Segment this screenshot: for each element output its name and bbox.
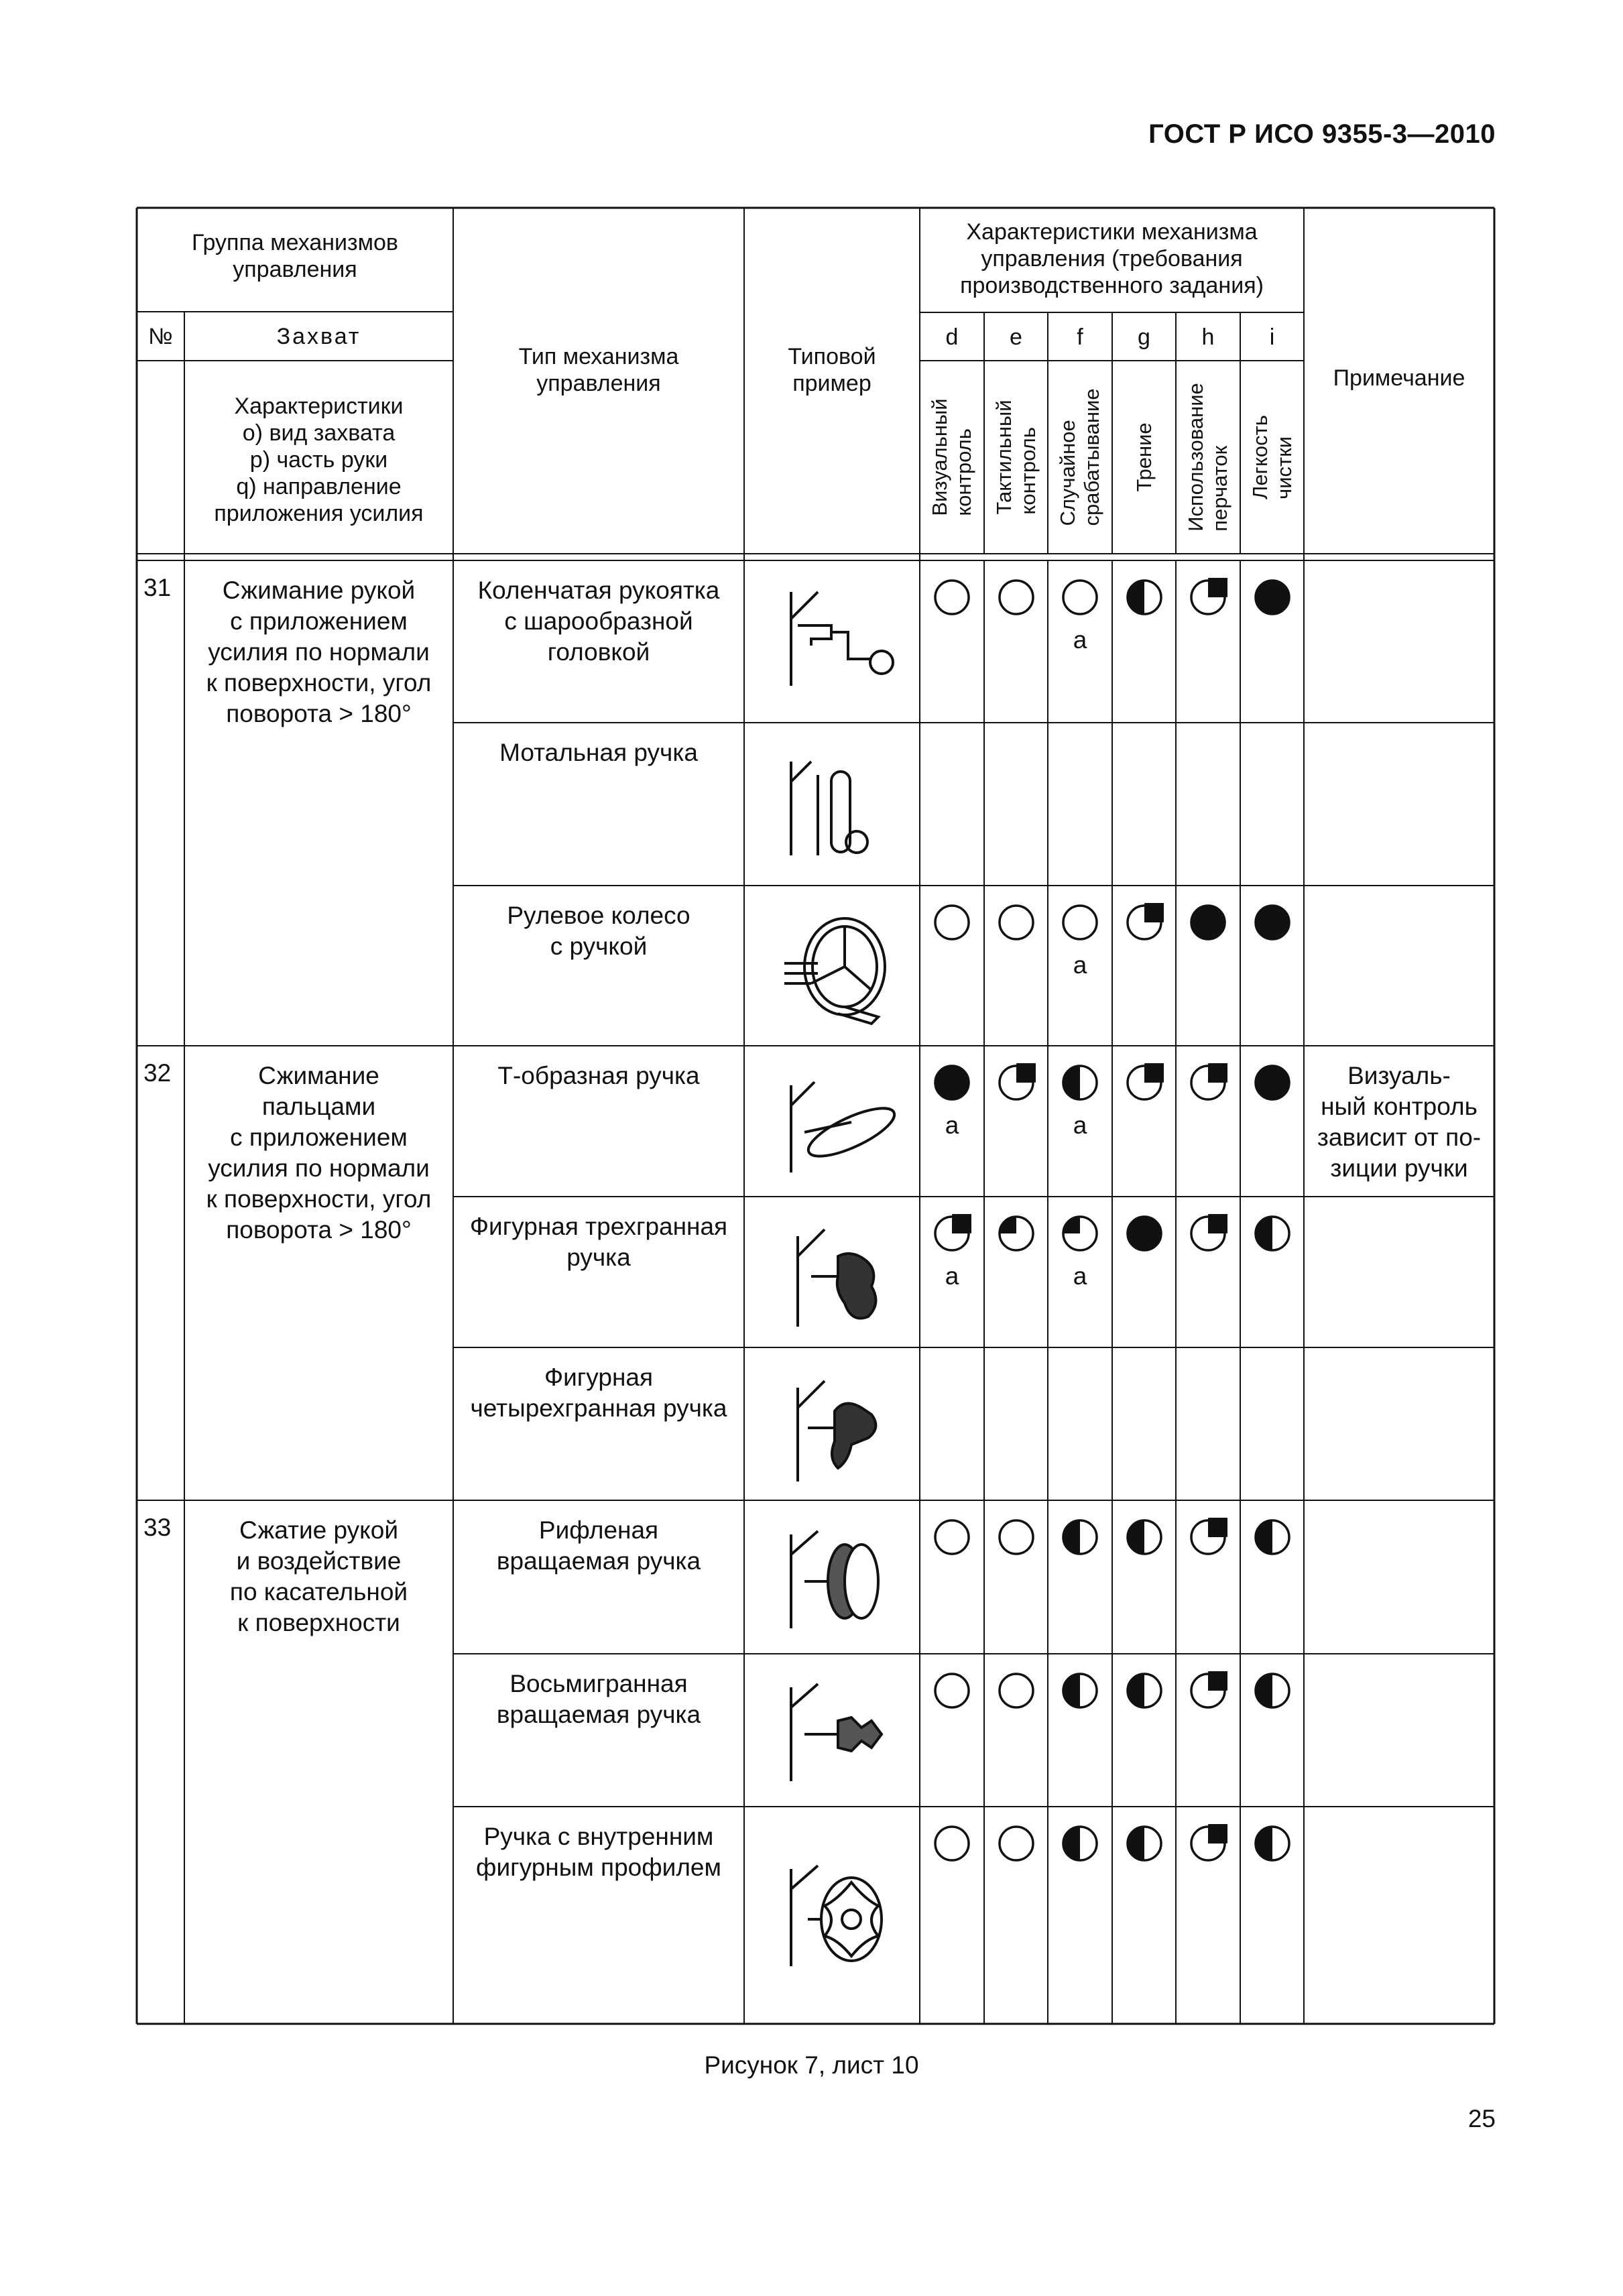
rating-three-quarter-icon (1189, 1671, 1227, 1710)
crank-handle-with-ball-icon (771, 579, 905, 713)
octagonal-rotary-knob-icon (771, 1667, 905, 1801)
rating-three-quarter-icon (933, 1214, 971, 1253)
note-header: Примечание (1333, 365, 1465, 391)
group-header: Группа механизмов управления (192, 230, 398, 282)
rating-three-quarter-icon (1189, 578, 1227, 617)
control-type-name: Рифленая вращаемая ручка (496, 1516, 701, 1575)
knurled-rotary-knob-icon (771, 1514, 905, 1648)
footnote-a: a (1073, 1111, 1087, 1139)
rating-half-icon (1253, 1518, 1292, 1557)
rating-half-icon (1061, 1518, 1099, 1557)
rating-quarter-icon (1061, 1214, 1099, 1253)
rating-half-icon (1061, 1063, 1099, 1102)
figure-caption: Рисунок 7, лист 10 (704, 2051, 919, 2079)
rating-empty-icon (933, 903, 971, 942)
rating-empty-icon (1061, 903, 1099, 942)
footnote-a: a (945, 1111, 959, 1139)
feature-letter-h: h (1201, 324, 1215, 350)
features-header: Характеристики механизма управления (требования производственного задания) (960, 219, 1264, 298)
control-type-name: Мотальная ручка (499, 739, 698, 766)
rating-full-icon (1253, 578, 1292, 617)
rating-full-icon (933, 1063, 971, 1102)
rating-three-quarter-icon (1189, 1824, 1227, 1863)
rating-half-icon (1253, 1824, 1292, 1863)
rating-three-quarter-icon (997, 1063, 1036, 1102)
footnote-a: a (1073, 951, 1087, 979)
rating-half-icon (1125, 1518, 1164, 1557)
control-type-name: Т-образная ручка (497, 1062, 700, 1089)
control-type-name: Коленчатая рукоятка с шарообразной головкой (477, 577, 720, 666)
rating-empty-icon (997, 578, 1036, 617)
rating-empty-icon (933, 1671, 971, 1710)
rating-empty-icon (933, 1518, 971, 1557)
four-lobe-knob-icon (771, 1361, 905, 1495)
rating-full-icon (1253, 903, 1292, 942)
feature-name-i: Легкость чистки (1248, 415, 1296, 499)
rating-three-quarter-icon (1189, 1063, 1227, 1102)
rating-empty-icon (1061, 578, 1099, 617)
rating-three-quarter-icon (1125, 1063, 1164, 1102)
footnote-a: a (1073, 626, 1087, 654)
rating-full-icon (1189, 903, 1227, 942)
feature-letter-i: i (1269, 324, 1275, 350)
number-header: № (148, 324, 173, 349)
standard-code: ГОСТ Р ИСО 9355-3—2010 (1148, 119, 1496, 149)
control-type-name: Фигурная четырехгранная ручка (470, 1364, 727, 1422)
rating-three-quarter-icon (1189, 1214, 1227, 1253)
feature-letter-g: g (1138, 324, 1150, 350)
group-description: Сжимание рукой с приложением усилия по нормали к поверхности, угол поворота > 180° (206, 577, 432, 727)
rating-half-icon (1253, 1671, 1292, 1710)
rating-full-icon (1253, 1063, 1292, 1102)
row-note: Визуаль- ный контроль зависит от по- зиции ручки (1317, 1062, 1482, 1182)
rating-full-icon (1125, 1214, 1164, 1253)
page-number: 25 (1467, 2105, 1496, 2132)
rating-half-icon (1125, 578, 1164, 617)
feature-name-f: Случайное срабатывание (1056, 388, 1103, 526)
feature-letter-d: d (945, 324, 959, 350)
rating-half-icon (1253, 1214, 1292, 1253)
rating-empty-icon (997, 1518, 1036, 1557)
rating-empty-icon (997, 1671, 1036, 1710)
feature-name-h: Использование перчаток (1184, 383, 1231, 532)
control-type-header: Тип механизма управления (518, 344, 679, 396)
group-description: Сжатие рукой и воздействие по касательной к поверхности (229, 1516, 408, 1636)
rating-half-icon (1125, 1671, 1164, 1710)
rating-empty-icon (933, 578, 971, 617)
steering-wheel-with-handle-icon (771, 903, 905, 1037)
rating-three-quarter-icon (1125, 903, 1164, 942)
rating-half-icon (1061, 1671, 1099, 1710)
rating-empty-icon (997, 903, 1036, 942)
feature-letter-e: e (1010, 324, 1022, 350)
group-description: Сжимание пальцами с приложением усилия по нормали к поверхности, угол поворота > 180° (206, 1062, 432, 1244)
winding-handle-icon (771, 741, 905, 875)
grip-header: Захват (276, 324, 361, 349)
control-type-name: Восьмигранная вращаемая ручка (496, 1670, 701, 1728)
t-handle-icon (771, 1059, 905, 1193)
feature-name-d: Визуальный контроль (928, 398, 975, 516)
rating-empty-icon (997, 1824, 1036, 1863)
rating-half-icon (1125, 1824, 1164, 1863)
footnote-a: a (945, 1262, 959, 1290)
control-type-name: Рулевое колесо с ручкой (507, 902, 690, 960)
rating-half-icon (1061, 1824, 1099, 1863)
rating-three-quarter-icon (1189, 1518, 1227, 1557)
feature-name-g: Трение (1132, 422, 1156, 492)
group-number: 31 (143, 574, 172, 601)
control-type-name: Ручка с внутренним фигурным профилем (476, 1823, 721, 1881)
inner-profile-knob-icon (771, 1852, 905, 1986)
feature-letter-f: f (1077, 324, 1083, 350)
control-type-name: Фигурная трехгранная ручка (469, 1213, 728, 1271)
rating-empty-icon (933, 1824, 971, 1863)
group-number: 32 (143, 1059, 172, 1087)
example-header: Типовой пример (788, 344, 876, 396)
grip-characteristics-header: Характеристики o) вид захвата p) часть руки q) направление приложения усилия (214, 394, 424, 526)
group-number: 33 (143, 1514, 172, 1541)
rating-quarter-icon (997, 1214, 1036, 1253)
footnote-a: a (1073, 1262, 1087, 1290)
three-lobe-knob-icon (771, 1209, 905, 1343)
feature-name-e: Тактильный контроль (991, 400, 1040, 515)
